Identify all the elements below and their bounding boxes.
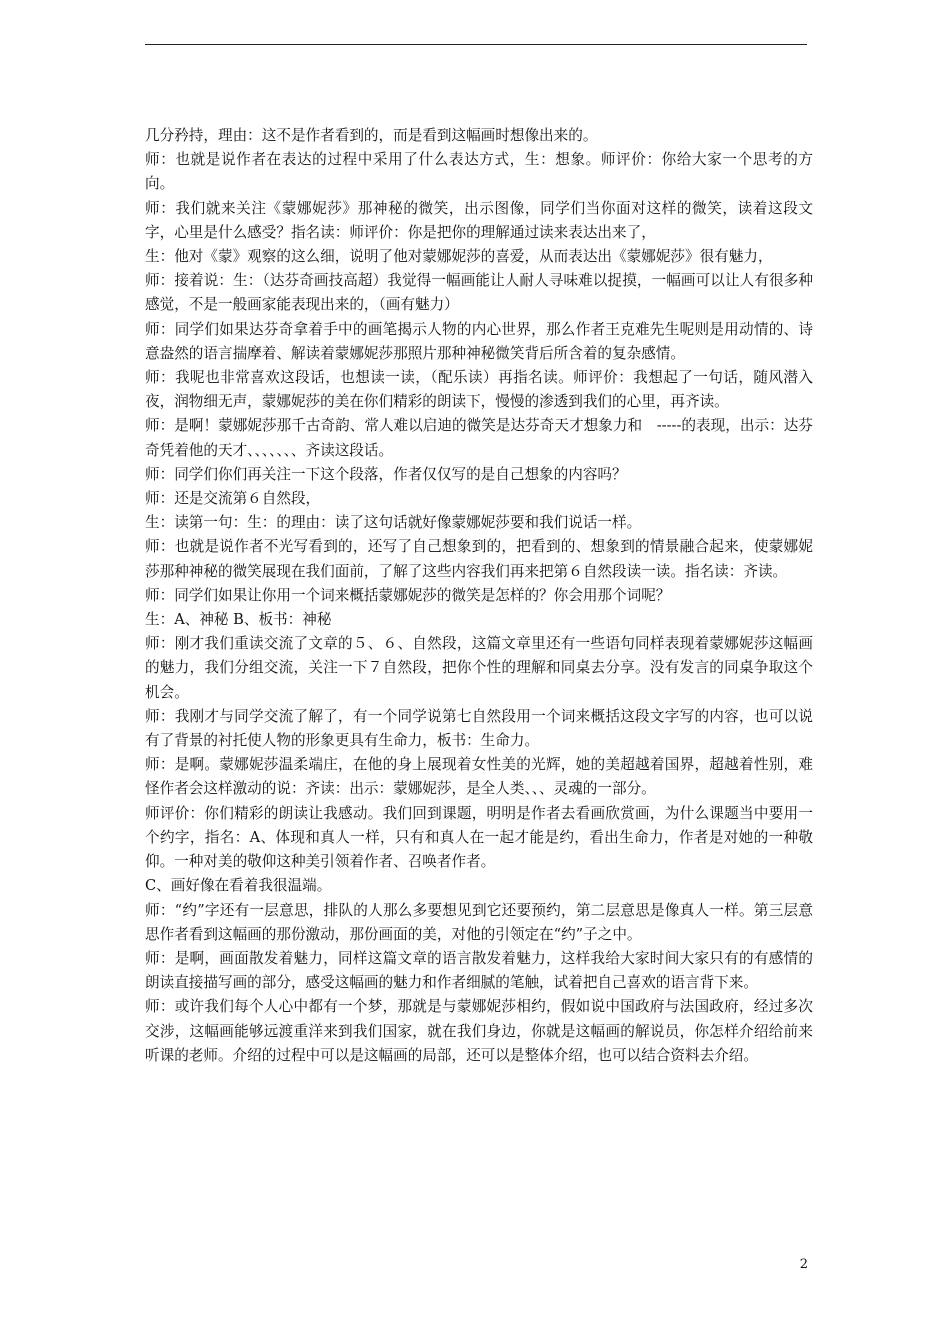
paragraph: 师：刚才我们重读交流了文章的５、６、自然段，这篇文章里还有一些语句同样表现着蒙娜妮莎这幅画的魅力，我们分组交流，关注一下７自然段，把你个性的理解和同桌去分享。没有发言的同桌争取这个机会。 bbox=[145, 635, 813, 701]
paragraph: 师：我呢也非常喜欢这段话，也想读一读，（配乐读）再指名读。师评价：我想起了一句话，随风潜入夜，润物细无声，蒙娜妮莎的美在你们精彩的朗读下，慢慢的渗透到我们的心里，再齐读。 bbox=[145, 369, 813, 411]
paragraph: 师：我刚才与同学交流了解了，有一个同学说第七自然段用一个词来概括这段文字写的内容，也可以说有了背景的衬托使人物的形象更具有生命力，板书：生命力。 bbox=[145, 707, 813, 750]
paragraph: 师：同学们你们再关注一下这个段落，作者仅仅写的是自己想象的内容吗？ bbox=[145, 465, 627, 483]
paragraph: 师：也就是说作者不光写看到的，还写了自己想象到的，把看到的、想象到的情景融合起来，使蒙娜妮莎那种神秘的微笑展现在我们面前，了解了这些内容我们再来把第６自然段读一读。指名读：齐读。 bbox=[145, 538, 813, 580]
paragraph: 师：“约”字还有一层意思，排队的人那么多要想见到它还要预约，第二层意思是像真人一样。第三层意思作者看到这幅画的那份激动，那份画面的美，对他的引领定在“约”子之中。 bbox=[145, 901, 813, 943]
paragraph: 师：也就是说作者在表达的过程中采用了什么表达方式，生：想象。师评价：你给大家一个思考的方向。 bbox=[145, 151, 813, 193]
paragraph: 几分矜持，理由：这不是作者看到的，而是看到这幅画时想像出来的。 bbox=[145, 127, 598, 144]
paragraph: 师：是啊！蒙娜妮莎那千古奇韵、常人难以启迪的微笑是达芬奇天才想象力和 -----的表现，出示：达芬奇凭着他的天才、、、、、、、齐读这段话。 bbox=[145, 417, 813, 459]
paragraph: 师：同学们如果达芬奇拿着手中的画笔揭示人物的内心世界，那么作者王克难先生呢则是用动情的、诗意盎然的语言揣摩着、解读着蒙娜妮莎那照片那种神秘微笑背后所含着的复杂感情。 bbox=[145, 320, 813, 362]
paragraph: 师：我们就来关注《蒙娜妮莎》那神秘的微笑，出示图像，同学们当你面对这样的微笑，读着这段文字，心里是什么感受？指名读：师评价：你是把你的理解通过读来表达出来了， bbox=[145, 199, 813, 241]
paragraph: C、画好像在看着我很温端。 bbox=[145, 877, 332, 895]
header-rule bbox=[145, 44, 807, 45]
paragraph: 师：是啊。蒙娜妮莎温柔端庄，在他的身上展现着女性美的光辉，她的美超越着国界，超越着性别，难怪作者会这样激动的说：齐读：出示：蒙娜妮莎，是全人类、、、灵魂的一部分。 bbox=[145, 756, 813, 798]
paragraph: 师：接着说：生：（达芬奇画技高超）我觉得一幅画能让人耐人寻味难以捉摸，一幅画可以让人有很多种感觉，不是一般画家能表现出来的，（画有魅力） bbox=[145, 272, 813, 314]
paragraph: 师：或许我们每个人心中都有一个梦，那就是与蒙娜妮莎相约，假如说中国政府与法国政府，经过多次交涉，这幅画能够远渡重洋来到我们国家，就在我们身边，你就是这幅画的解说员，你怎样介绍给前来听课的老师。介绍的过程中可以是这幅画的局部，还可以是整体介绍，也可以结合资料去介绍。 bbox=[145, 998, 813, 1064]
paragraph: 生：读第一句：生：的理由：读了这句话就好像蒙娜妮莎要和我们说话一样。 bbox=[145, 514, 642, 532]
page-number: 2 bbox=[799, 1257, 808, 1272]
paragraph: 生：他对《蒙》观察的这么细，说明了他对蒙娜妮莎的喜爱，从而表达出《蒙娜妮莎》很有魅力， bbox=[145, 248, 773, 266]
paragraph: 生：A、神秘 B、板书：神秘 bbox=[145, 611, 332, 629]
paragraph: 师评价：你们精彩的朗读让我感动。我们回到课题，明明是作者去看画欣赏画，为什么课题当中要用一个约字，指名：A、体现和真人一样，只有和真人在一起才能是约，看出生命力，作者是对她的一种敬仰。一种对美的敬仰这种美引领着作者、召唤者作者。 bbox=[145, 804, 813, 871]
paragraph: 师：还是交流第６自然段， bbox=[145, 490, 321, 508]
paragraph: 师：同学们如果让你用一个词来概括蒙娜妮莎的微笑是怎样的？你会用那个词呢？ bbox=[145, 586, 671, 604]
document-body bbox=[145, 124, 813, 1068]
paragraph: 师：是啊，画面散发着魅力，同样这篇文章的语言散发着魅力，这样我给大家时间大家只有的有感情的朗读直接描写画的部分，感受这幅画的魅力和作者细腻的笔触，试着把自己喜欢的语言背下来。 bbox=[145, 949, 813, 992]
